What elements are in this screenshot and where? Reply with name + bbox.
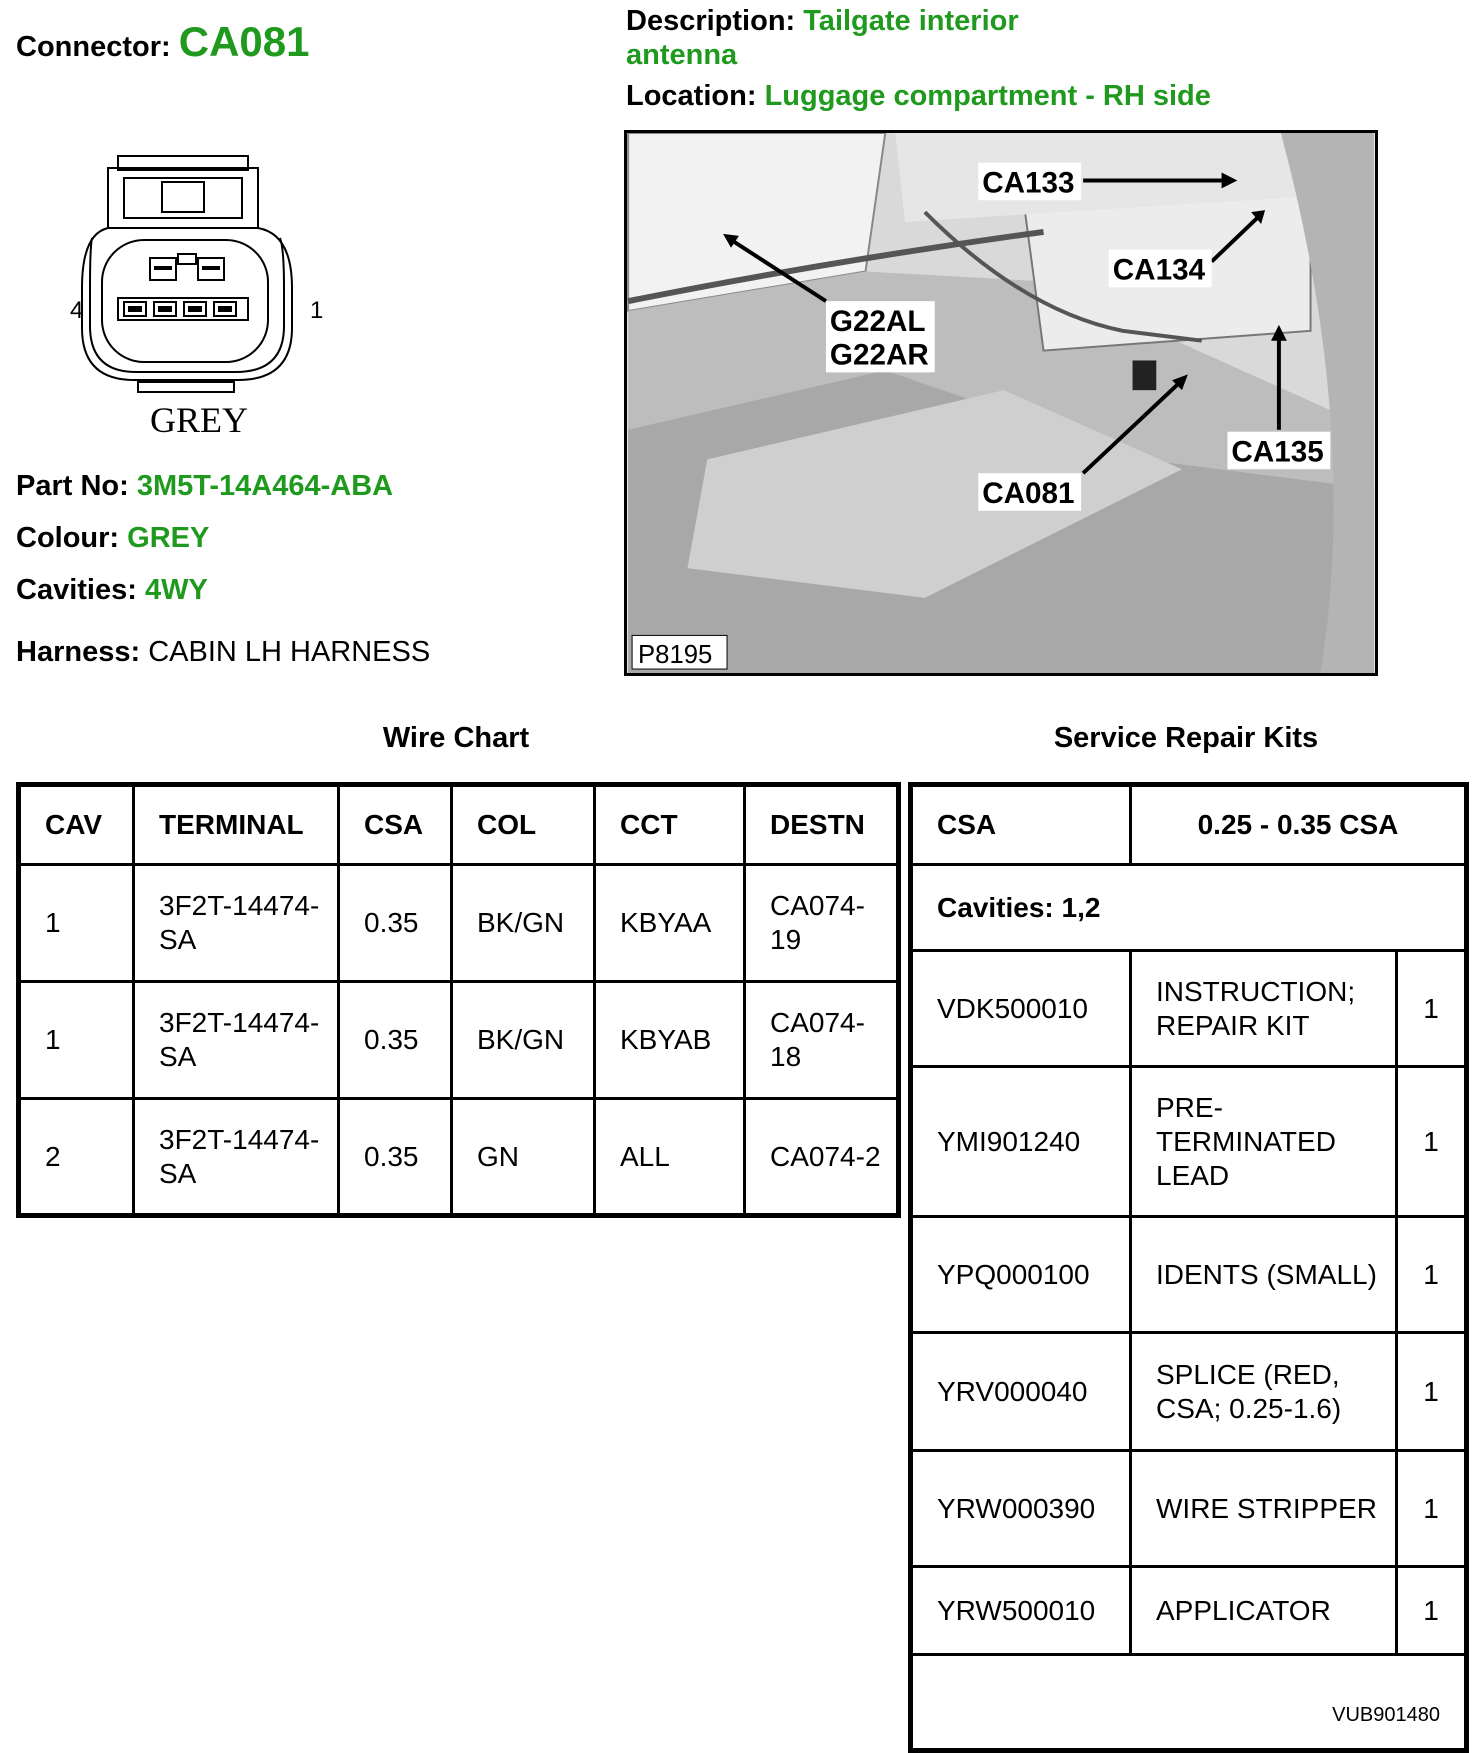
kit-number: VUB901480 — [911, 1655, 1467, 1751]
wire-chart-table — [16, 782, 901, 1218]
part-no-value: 3M5T-14A464-ABA — [136, 470, 394, 502]
connector-colour-caption: GREY — [150, 400, 248, 438]
cell-col: BK/GN — [452, 865, 595, 982]
col-header-col: COL — [452, 785, 595, 865]
table-row — [911, 1067, 1467, 1217]
kit-qty: 1 — [1397, 1067, 1467, 1217]
csa-label: CSA — [911, 785, 1131, 865]
cell-col: BK/GN — [452, 982, 595, 1099]
repair-kits-table — [908, 782, 1469, 1753]
col-header-csa: CSA — [339, 785, 452, 865]
repair-kits-header-row — [911, 785, 1467, 865]
kit-footer-row — [911, 1655, 1467, 1751]
kit-part-no: VDK500010 — [911, 951, 1131, 1067]
cell-cct: KBYAB — [595, 982, 745, 1099]
kit-description: PRE-TERMINATED LEAD — [1131, 1067, 1397, 1217]
col-header-cct: CCT — [595, 785, 745, 865]
cell-terminal: 3F2T-14474-SA — [134, 865, 339, 982]
kit-description: WIRE STRIPPER — [1131, 1451, 1397, 1567]
cell-csa: 0.35 — [339, 865, 452, 982]
kit-cavities: Cavities: 1,2 — [911, 865, 1467, 951]
kit-part-no: YRW000390 — [911, 1451, 1131, 1567]
photo-ref: P8195 — [638, 641, 713, 670]
callout-ca133: CA133 — [982, 166, 1075, 200]
description-value: Tailgate interior antenna — [626, 5, 1019, 71]
callout-ca081: CA081 — [982, 476, 1075, 510]
kit-part-no: YRV000040 — [911, 1333, 1131, 1451]
pin-label-right: 1 — [310, 297, 324, 324]
connector-face-diagram — [68, 148, 338, 438]
kit-qty: 1 — [1397, 1217, 1467, 1333]
part-no-line — [16, 470, 393, 503]
kit-description: IDENTS (SMALL) — [1131, 1217, 1397, 1333]
table-row — [911, 951, 1467, 1067]
pin-label-left: 4 — [70, 297, 84, 324]
kit-part-no: YMI901240 — [911, 1067, 1131, 1217]
colour-value: GREY — [127, 522, 210, 554]
cavities-row — [911, 865, 1467, 951]
description — [626, 4, 1066, 72]
cell-col: GN — [452, 1099, 595, 1216]
harness-value: CABIN LH HARNESS — [148, 636, 431, 668]
location-photo — [624, 130, 1378, 676]
kit-part-no: YPQ000100 — [911, 1217, 1131, 1333]
table-row — [911, 1567, 1467, 1655]
callout-g22ar: G22AR — [829, 338, 929, 372]
callout-g22al: G22AL — [829, 304, 926, 338]
kit-qty: 1 — [1397, 1567, 1467, 1655]
cell-cav: 2 — [19, 1099, 134, 1216]
cell-destn: CA074-2 — [745, 1099, 899, 1216]
description-label: Description: — [626, 5, 796, 37]
cavities-label: Cavities: — [16, 574, 137, 606]
repair-kits-title: Service Repair Kits — [1053, 722, 1319, 754]
harness-label: Harness: — [16, 636, 141, 668]
location — [626, 80, 1211, 113]
cell-terminal: 3F2T-14474-SA — [134, 982, 339, 1099]
table-row — [911, 1217, 1467, 1333]
cell-cct: KBYAA — [595, 865, 745, 982]
connector-label: Connector: — [16, 31, 171, 63]
kit-description: SPLICE (RED, CSA; 0.25-1.6) — [1131, 1333, 1397, 1451]
wire-chart-title: Wire Chart — [382, 722, 530, 754]
location-value: Luggage compartment - RH side — [764, 80, 1211, 112]
connector-title — [16, 18, 309, 66]
col-header-terminal: TERMINAL — [134, 785, 339, 865]
colour-line — [16, 522, 209, 555]
cell-csa: 0.35 — [339, 1099, 452, 1216]
table-row — [19, 1099, 899, 1216]
table-row — [911, 1451, 1467, 1567]
kit-description: APPLICATOR — [1131, 1567, 1397, 1655]
kit-qty: 1 — [1397, 1451, 1467, 1567]
callout-ca135: CA135 — [1231, 435, 1324, 469]
cell-cav: 1 — [19, 865, 134, 982]
table-row — [19, 865, 899, 982]
cavities-line — [16, 574, 208, 607]
cell-csa: 0.35 — [339, 982, 452, 1099]
kit-description: INSTRUCTION; REPAIR KIT — [1131, 951, 1397, 1067]
cell-destn: CA074-18 — [745, 982, 899, 1099]
cavities-value: 4WY — [144, 574, 208, 606]
cell-destn: CA074-19 — [745, 865, 899, 982]
csa-value: 0.25 - 0.35 CSA — [1131, 785, 1467, 865]
col-header-destn: DESTN — [745, 785, 899, 865]
table-row — [19, 982, 899, 1099]
kit-part-no: YRW500010 — [911, 1567, 1131, 1655]
kit-qty: 1 — [1397, 951, 1467, 1067]
cell-cct: ALL — [595, 1099, 745, 1216]
callout-ca134: CA134 — [1112, 253, 1206, 287]
kit-qty: 1 — [1397, 1333, 1467, 1451]
location-label: Location: — [626, 80, 757, 112]
colour-label: Colour: — [16, 522, 120, 554]
harness-line — [16, 636, 430, 669]
cell-cav: 1 — [19, 982, 134, 1099]
part-no-label: Part No: — [16, 470, 129, 502]
col-header-cav: CAV — [19, 785, 134, 865]
wire-chart-header-row — [19, 785, 899, 865]
connector-id: CA081 — [178, 18, 310, 65]
table-row — [911, 1333, 1467, 1451]
cell-terminal: 3F2T-14474-SA — [134, 1099, 339, 1216]
